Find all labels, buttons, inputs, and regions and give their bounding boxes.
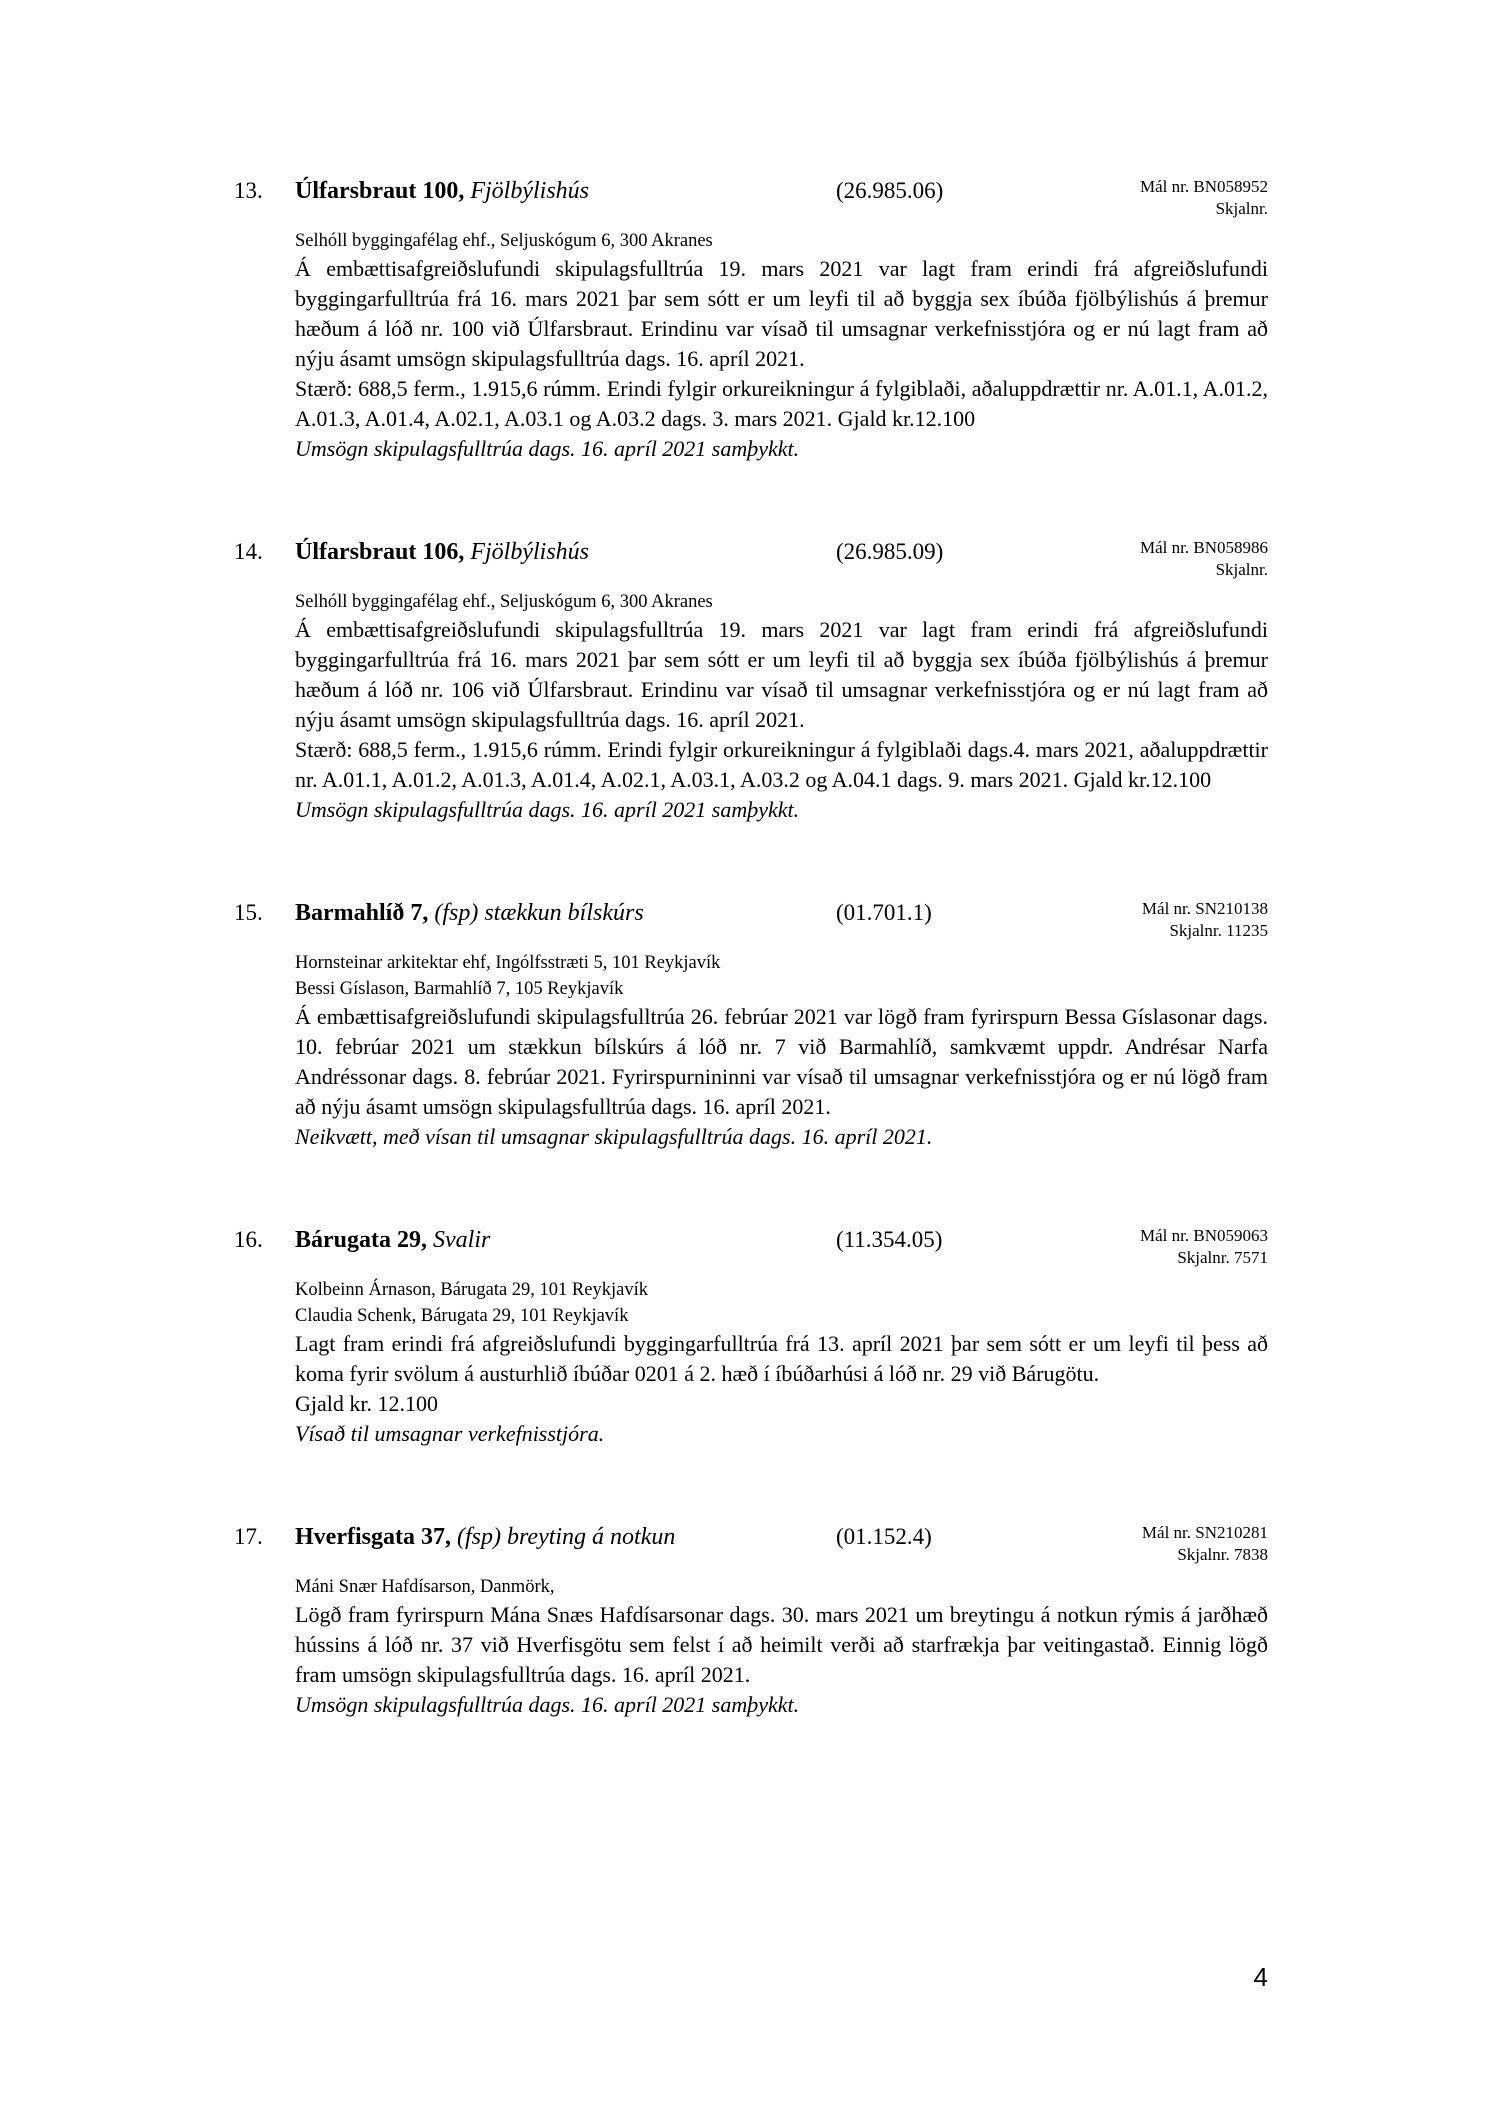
item-number: 13.	[234, 178, 263, 203]
agenda-items-list	[234, 176, 1268, 1793]
item-subtitle: Fjölbýlishús	[470, 539, 589, 565]
item-body	[295, 254, 1268, 434]
document-number: Skjalnr. 7571	[1177, 1248, 1268, 1267]
item-number: 15.	[234, 900, 263, 925]
agenda-item-15	[234, 898, 1268, 1152]
item-case-code: (26.985.06)	[836, 178, 944, 203]
agenda-item-16	[234, 1225, 1268, 1449]
applicant-address: Máni Snær Hafdísarson, Danmörk,	[295, 1577, 555, 1597]
item-meta	[1140, 176, 1268, 220]
applicant-address: Bessi Gíslason, Barmahlíð 7, 105 Reykjavík	[295, 979, 624, 999]
document-number: Skjalnr.	[1215, 199, 1268, 218]
item-body	[295, 1002, 1268, 1122]
item-title: Barmahlíð 7,	[295, 900, 429, 926]
item-body	[295, 1329, 1268, 1419]
applicant-address: Selhóll byggingafélag ehf., Seljuskógum 6, 300 Akranes	[295, 231, 713, 251]
item-conclusion: Neikvætt, með vísan til umsagnar skipulagsfulltrúa dags. 16. apríl 2021.	[295, 1124, 933, 1149]
body-paragraph: Stærð: 688,5 ferm., 1.915,6 rúmm. Erindi fylgir orkureikningur á fylgiblaði, aðaluppdrættir nr. A.01.1, A.01.2, A.01.3, A.01.4, A.02.1, A.03.1 og A.03.2 dags. 3. mars 2021. Gjald kr.12.100	[295, 376, 1268, 431]
item-case-code: (01.701.1)	[836, 900, 932, 925]
applicant-address: Kolbeinn Árnason, Bárugata 29, 101 Reykjavík	[295, 1280, 648, 1300]
item-meta	[1140, 1225, 1268, 1269]
item-meta	[1140, 537, 1268, 581]
item-subtitle: (fsp) breyting á notkun	[456, 1524, 676, 1550]
body-paragraph: Lagt fram erindi frá afgreiðslufundi byggingarfulltrúa frá 13. apríl 2021 þar sem sótt er um leyfi til þess að koma fyrir svölum á austurhlið íbúðar 0201 á 2. hæð í íbúðarhúsi á lóð nr. 29 við Bárugötu.	[295, 1331, 1268, 1386]
agenda-item-13	[234, 176, 1268, 464]
applicant-address: Hornsteinar arkitektar ehf, Ingólfsstræti 5, 101 Reykjavík	[295, 953, 721, 973]
item-header	[234, 1225, 1268, 1267]
item-subtitle: Svalir	[433, 1227, 491, 1253]
item-meta	[1142, 898, 1268, 942]
applicant-address: Claudia Schenk, Bárugata 29, 101 Reykjavík	[295, 1306, 629, 1326]
item-conclusion: Umsögn skipulagsfulltrúa dags. 16. apríl 2021 samþykkt.	[295, 797, 800, 822]
case-number: Mál nr. SN210138	[1141, 899, 1268, 918]
body-paragraph: Lögð fram fyrirspurn Mána Snæs Hafdísarsonar dags. 30. mars 2021 um breytingu á notkun rýmis á jarðhæð hússins á lóð nr. 37 við Hverfisgötu sem felst í að heimilt verði að starfrækja þar veitingastað. Einnig lögð fram umsögn skipulagsfulltrúa dags. 16. apríl 2021.	[295, 1602, 1268, 1687]
agenda-item-14	[234, 537, 1268, 825]
item-header	[234, 1522, 1268, 1564]
case-number: Mál nr. SN210281	[1141, 1523, 1268, 1542]
item-body	[295, 615, 1268, 795]
item-number: 17.	[234, 1524, 263, 1549]
page-number: 4	[1253, 1962, 1268, 1992]
case-number: Mál nr. BN059063	[1140, 1226, 1268, 1245]
item-case-code: (01.152.4)	[836, 1524, 932, 1549]
applicant-addresses	[295, 228, 1268, 254]
applicant-addresses	[295, 950, 1268, 1002]
item-title: Úlfarsbraut 100,	[295, 178, 465, 204]
item-subtitle: (fsp) stækkun bílskúrs	[434, 900, 644, 926]
document-number: Skjalnr.	[1215, 560, 1268, 579]
body-paragraph: Á embættisafgreiðslufundi skipulagsfulltrúa 26. febrúar 2021 var lögð fram fyrirspurn Bessa Gíslasonar dags. 10. febrúar 2021 um stækkun bílskúrs á lóð nr. 7 við Barmahlíð, samkvæmt uppdr. Andrésar Narfa Andréssonar dags. 8. febrúar 2021. Fyrirspurnininni var vísað til umsagnar verkefnisstjóra og er nú lögð fram að nýju ásamt umsögn skipulagsfulltrúa dags. 16. apríl 2021.	[295, 1004, 1268, 1119]
document-number: Skjalnr. 7838	[1177, 1545, 1268, 1564]
item-header	[234, 176, 1268, 218]
item-title: Bárugata 29,	[295, 1227, 427, 1253]
applicant-addresses	[295, 589, 1268, 615]
agenda-item-17	[234, 1522, 1268, 1720]
item-header	[234, 898, 1268, 940]
item-conclusion: Umsögn skipulagsfulltrúa dags. 16. apríl 2021 samþykkt.	[295, 1692, 800, 1717]
item-title: Hverfisgata 37,	[295, 1524, 451, 1550]
item-number: 14.	[234, 539, 263, 564]
item-title: Úlfarsbraut 106,	[295, 539, 465, 565]
applicant-addresses	[295, 1574, 1268, 1600]
item-case-code: (11.354.05)	[836, 1227, 943, 1252]
item-subtitle: Fjölbýlishús	[470, 178, 589, 204]
body-paragraph: Á embættisafgreiðslufundi skipulagsfulltrúa 19. mars 2021 var lagt fram erindi frá afgreiðslufundi byggingarfulltrúa frá 16. mars 2021 þar sem sótt er um leyfi til að byggja sex íbúða fjölbýlishús á þremur hæðum á lóð nr. 100 við Úlfarsbraut. Erindinu var vísað til umsagnar verkefnisstjóra og er nú lagt fram að nýju ásamt umsögn skipulagsfulltrúa dags. 16. apríl 2021.	[295, 256, 1268, 371]
body-paragraph: Á embættisafgreiðslufundi skipulagsfulltrúa 19. mars 2021 var lagt fram erindi frá afgreiðslufundi byggingarfulltrúa frá 16. mars 2021 þar sem sótt er um leyfi til að byggja sex íbúða fjölbýlishús á þremur hæðum á lóð nr. 106 við Úlfarsbraut. Erindinu var vísað til umsagnar verkefnisstjóra og er nú lagt fram að nýju ásamt umsögn skipulagsfulltrúa dags. 16. apríl 2021.	[295, 617, 1268, 732]
body-paragraph: Gjald kr. 12.100	[295, 1391, 438, 1416]
item-header	[234, 537, 1268, 579]
case-number: Mál nr. BN058952	[1140, 177, 1268, 196]
document-number: Skjalnr. 11235	[1169, 921, 1268, 940]
item-case-code: (26.985.09)	[836, 539, 944, 564]
item-meta	[1142, 1522, 1268, 1566]
case-number: Mál nr. BN058986	[1140, 538, 1268, 557]
item-conclusion: Umsögn skipulagsfulltrúa dags. 16. apríl 2021 samþykkt.	[295, 436, 800, 461]
item-conclusion: Vísað til umsagnar verkefnisstjóra.	[295, 1421, 605, 1446]
item-number: 16.	[234, 1227, 263, 1252]
body-paragraph: Stærð: 688,5 ferm., 1.915,6 rúmm. Erindi fylgir orkureikningur á fylgiblaði dags.4. mars 2021, aðaluppdrættir nr. A.01.1, A.01.2, A.01.3, A.01.4, A.02.1, A.03.1, A.03.2 og A.04.1 dags. 9. mars 2021. Gjald kr.12.100	[295, 737, 1268, 792]
applicant-address: Selhóll byggingafélag ehf., Seljuskógum 6, 300 Akranes	[295, 592, 713, 612]
applicant-addresses	[295, 1277, 1268, 1329]
item-body	[295, 1600, 1268, 1690]
